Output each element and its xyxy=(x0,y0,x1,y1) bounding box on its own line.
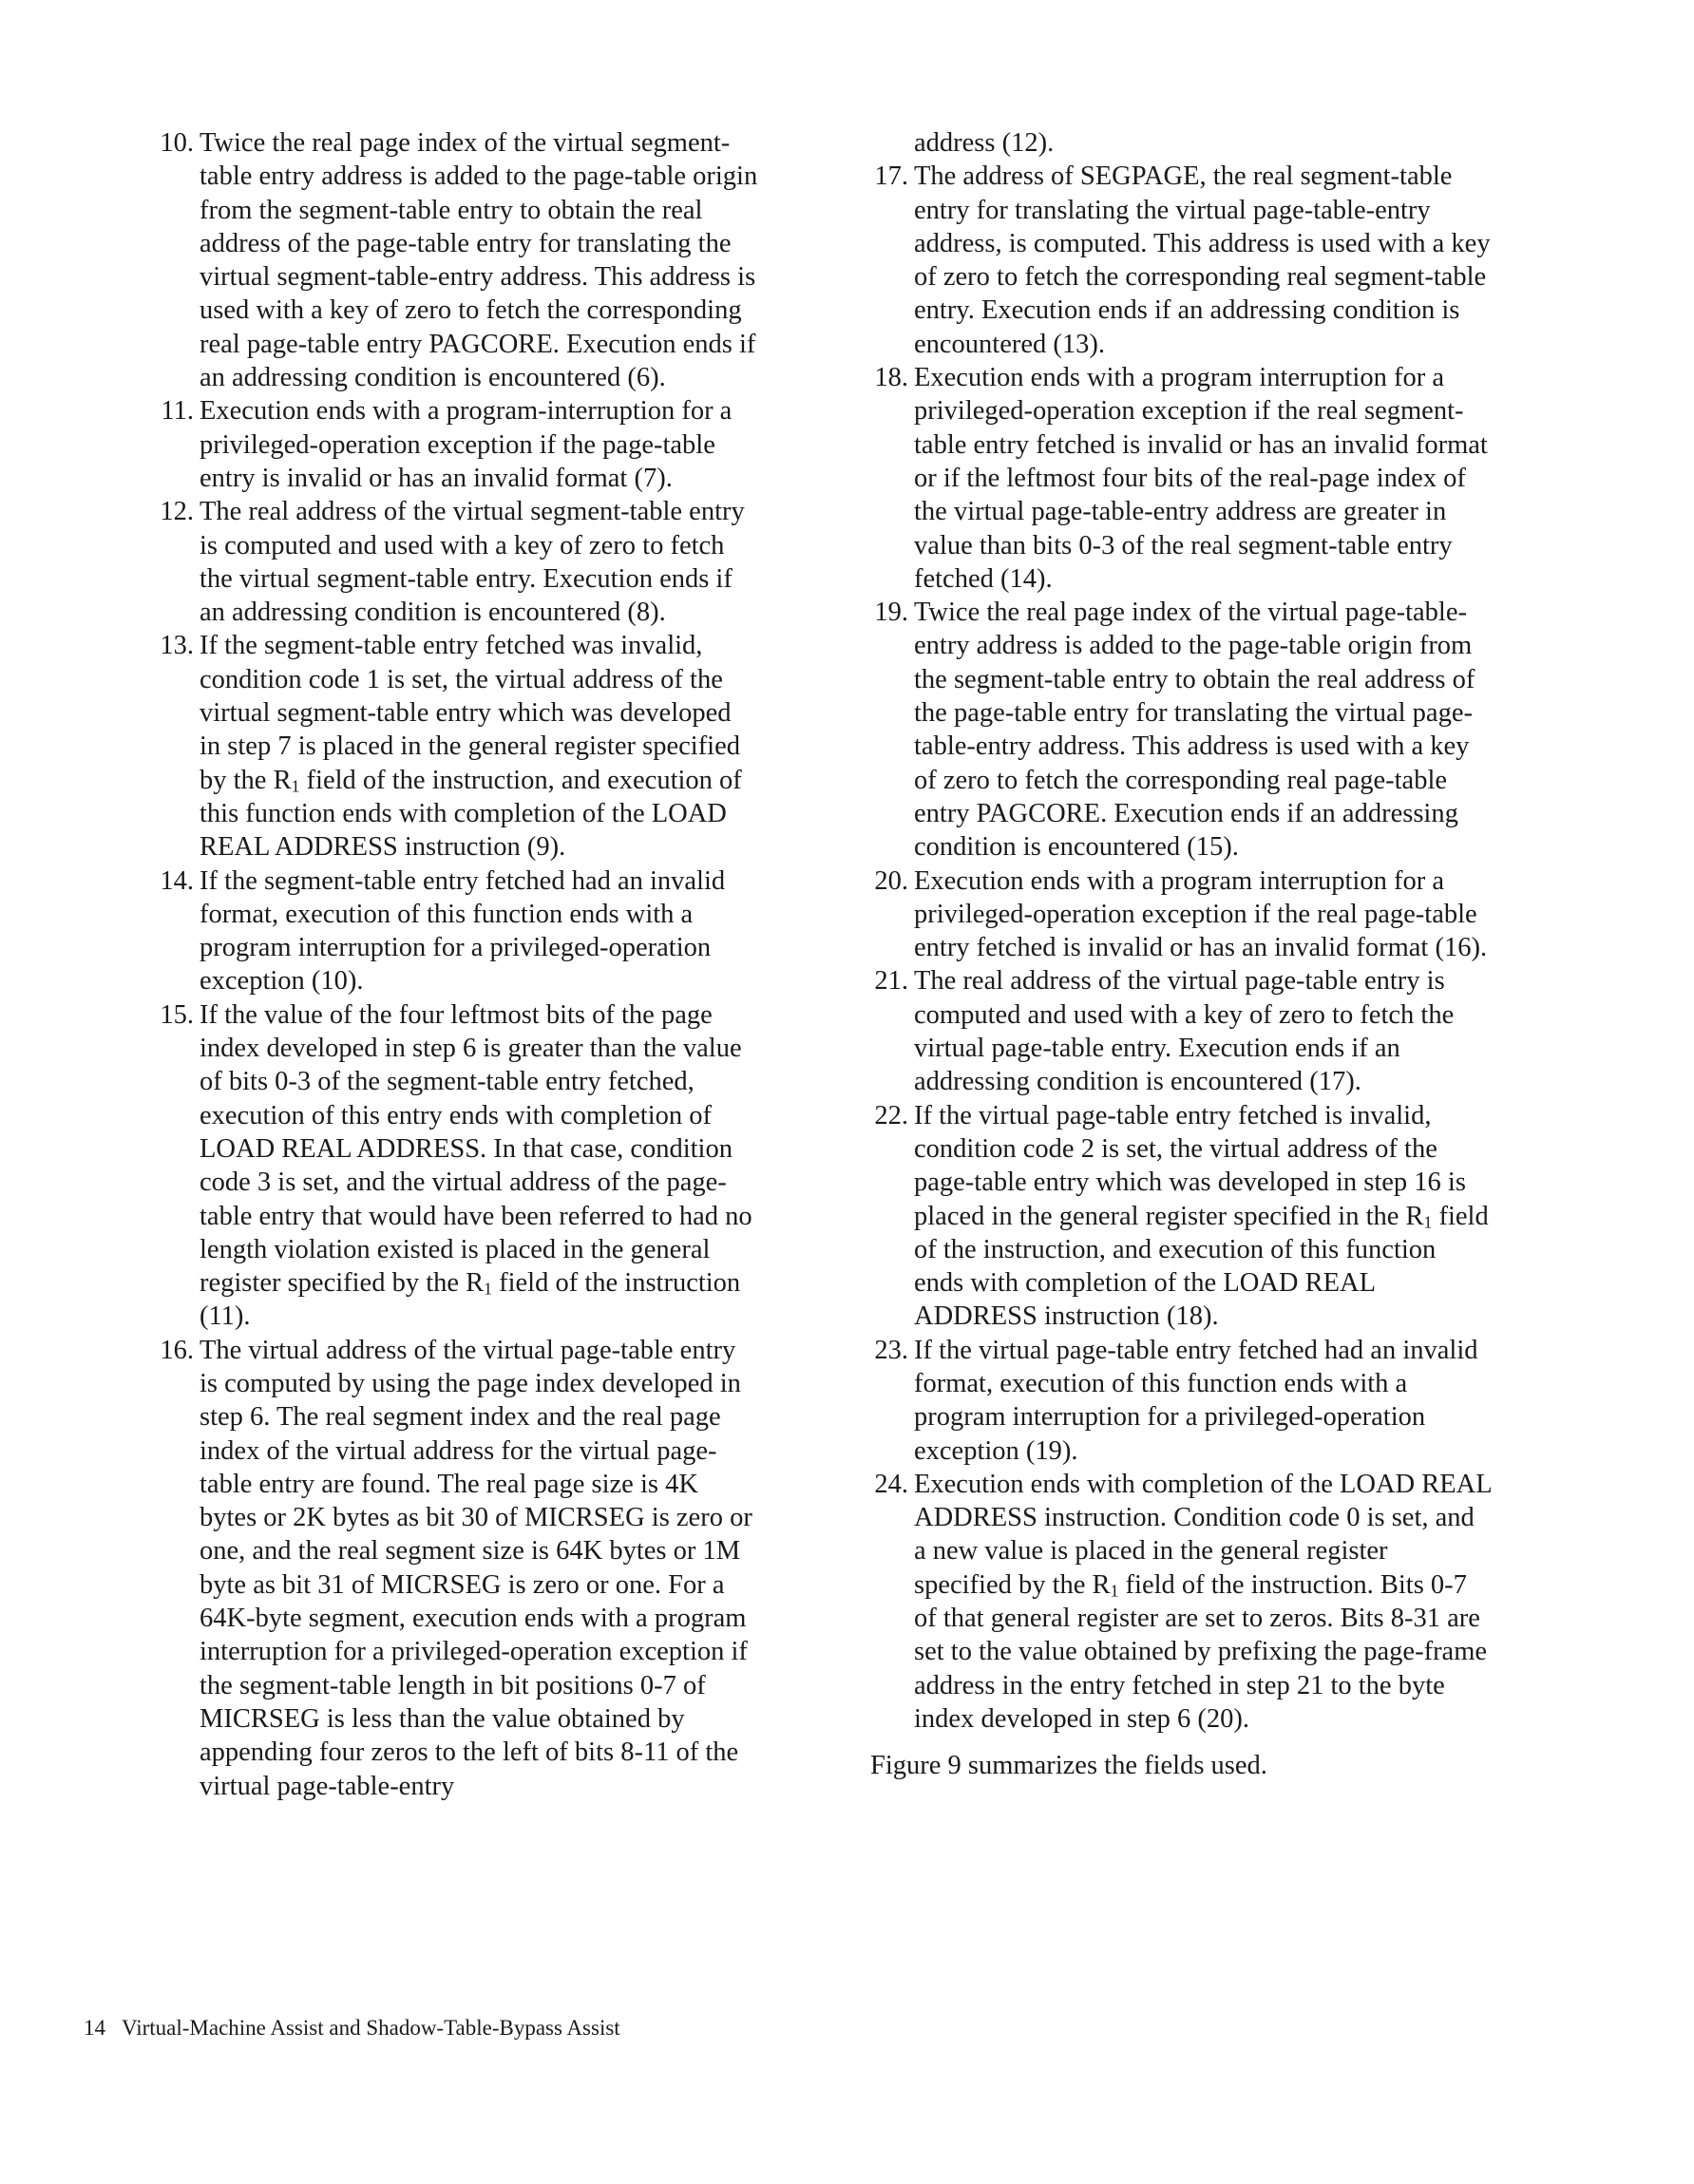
step-number: 19. xyxy=(874,598,908,628)
step-text-cont: field of the instruction (11). xyxy=(200,1268,741,1332)
step-number: 23. xyxy=(874,1335,908,1365)
figure-reference: Figure 9 summarizes the fields used. xyxy=(870,1751,1267,1781)
step-18 xyxy=(865,361,1492,596)
left-column xyxy=(150,126,758,1803)
step-20 xyxy=(865,864,1492,965)
step-text: If the virtual page-table entry fetched had an invalid format, execution of this function ends with a program interruption for a privileged-operation exception (19). xyxy=(914,1335,1478,1466)
step-number: 11. xyxy=(161,396,194,427)
step-14 xyxy=(150,864,758,998)
step-19 xyxy=(865,596,1492,864)
step-number: 21. xyxy=(874,966,908,997)
step-text: The real address of the virtual page-table entry is computed and used with a key of zero to fetch the virtual page-table entry. Execution ends if an addressing condition is encountered (17). xyxy=(914,966,1455,1097)
step-number: 24. xyxy=(874,1469,908,1499)
step-number: 22. xyxy=(874,1100,908,1130)
page-footer xyxy=(84,2016,620,2041)
step-24 xyxy=(865,1468,1492,1736)
step-number: 12. xyxy=(160,497,194,527)
step-number: 17. xyxy=(874,161,908,192)
step-23 xyxy=(865,1334,1492,1468)
step-text: If the segment-table entry fetched was invalid, condition code 1 is set, the virtual address of the virtual segment-table entry which was developed in step 7 is placed in the general register specified by the R xyxy=(200,631,740,795)
step-number: 18. xyxy=(874,363,908,393)
step-15 xyxy=(150,998,758,1334)
subscript: 1 xyxy=(1423,1212,1433,1232)
right-column xyxy=(865,126,1492,1783)
step-text: The virtual address of the virtual page-table entry is computed by using the page index developed in step 6. The real segment index and the real page index of the virtual address for the virtual page-table entry are found. The real page size is 4K bytes or 2K bytes as bit 30 of MICRSEG is zero or one, and the real segment size is 64K bytes or 1M byte as bit 31 of MICRSEG is zero or one. For a 64K-byte segment, execution ends with a program interruption for a privileged-operation exception if the segment-table length in bit positions 0-7 of MICRSEG is less than the value obtained by appending four zeros to the left of bits 8-11 of the virtual page-table-entry xyxy=(200,1335,752,1801)
step-text: Execution ends with a program interruption for a privileged-operation exception if the real segment-table entry fetched is invalid or has an invalid format or if the leftmost four bits of the real-page index of the virtual page-table-entry address are greater in value than bits 0-3 of the real segment-table entry fetched (14). xyxy=(914,363,1488,594)
step-text: The real address of the virtual segment-table entry is computed and used with a key of zero to fetch the virtual segment-table entry. Execution ends if an addressing condition is encountered (8). xyxy=(200,497,745,628)
step-10 xyxy=(150,126,758,394)
subscript: 1 xyxy=(291,776,300,796)
step-16 xyxy=(150,1334,758,1803)
step-text: Twice the real page index of the virtual segment-table entry address is added to the page-table origin from the segment-table entry to obtain the real address of the page-table entry for translating the virtual segment-table-entry address. This address is used with a key of zero to fetch the corresponding real page-table entry PAGCORE. Execution ends if an addressing condition is encountered (6). xyxy=(200,128,758,393)
step-text: Twice the real page index of the virtual page-table-entry address is added to the page-table origin from the segment-table entry to obtain the real address of the page-table entry for translating the virtual page-table-entry address. This address is used with a key of zero to fetch the corresponding real page-table entry PAGCORE. Execution ends if an addressing condition is encountered (15). xyxy=(914,598,1475,863)
running-title: Virtual-Machine Assist and Shadow-Table-Bypass Assist xyxy=(122,2016,620,2040)
step-17 xyxy=(865,160,1492,361)
step-text-cont: field of the instruction. Bits 0-7 of that general register are set to zeros. Bits 8-31 are set to the value obtained by prefixing the page-frame address in the entry fetched in step 21 to the byte index developed in step 6 (20). xyxy=(914,1569,1488,1734)
step-text: Execution ends with completion of the LOAD REAL ADDRESS instruction. Condition code 0 is set, and a new value is placed in the general register specified by the R xyxy=(914,1469,1492,1600)
step-text: Execution ends with a program-interruption for a privileged-operation exception if the page-table entry is invalid or has an invalid format (7). xyxy=(200,396,733,493)
step-text-cont: field of the instruction, and execution of this function ends with completion of the LOAD REAL ADDRESS instruction (18). xyxy=(914,1201,1489,1332)
page-number: 14 xyxy=(84,2016,105,2040)
step-number: 16. xyxy=(160,1335,194,1365)
step-number: 13. xyxy=(160,631,194,661)
step-22 xyxy=(865,1099,1492,1334)
step-text: The address of SEGPAGE, the real segment-table entry for translating the virtual page-table-entry address, is computed. This address is used with a key of zero to fetch the corresponding real segment-table entry. Execution ends if an addressing condition is encountered (13). xyxy=(914,161,1491,359)
step-21 xyxy=(865,964,1492,1098)
step-number: 14. xyxy=(160,865,194,896)
step-16-continuation: address (12). xyxy=(914,128,1055,158)
subscript: 1 xyxy=(1110,1581,1119,1601)
subscript: 1 xyxy=(484,1279,492,1299)
step-text: Execution ends with a program interruption for a privileged-operation exception if the real page-table entry fetched is invalid or has an invalid format (16). xyxy=(914,865,1488,963)
step-number: 10. xyxy=(160,128,194,158)
step-text-cont: field of the instruction, and execution of this function ends with completion of the LOAD REAL ADDRESS instruction (9). xyxy=(200,765,742,863)
step-number: 20. xyxy=(874,865,908,896)
step-text: If the segment-table entry fetched had an invalid format, execution of this function ends with a program interruption for a privileged-operation exception (10). xyxy=(200,865,726,997)
step-text: If the virtual page-table entry fetched is invalid, condition code 2 is set, the virtual address of the page-table entry which was developed in step 16 is placed in the general register specified in the R xyxy=(914,1100,1466,1231)
step-13 xyxy=(150,629,758,864)
step-number: 15. xyxy=(160,999,194,1030)
step-11 xyxy=(150,394,758,495)
step-text: If the value of the four leftmost bits of the page index developed in step 6 is greater than the value of bits 0-3 of the segment-table entry fetched, execution of this entry ends with completion of LOAD REAL ADDRESS. In that case, condition code 3 is set, and the virtual address of the page-table entry that would have been referred to had no length violation existed is placed in the general register specified by the R xyxy=(200,999,752,1299)
step-12 xyxy=(150,495,758,629)
